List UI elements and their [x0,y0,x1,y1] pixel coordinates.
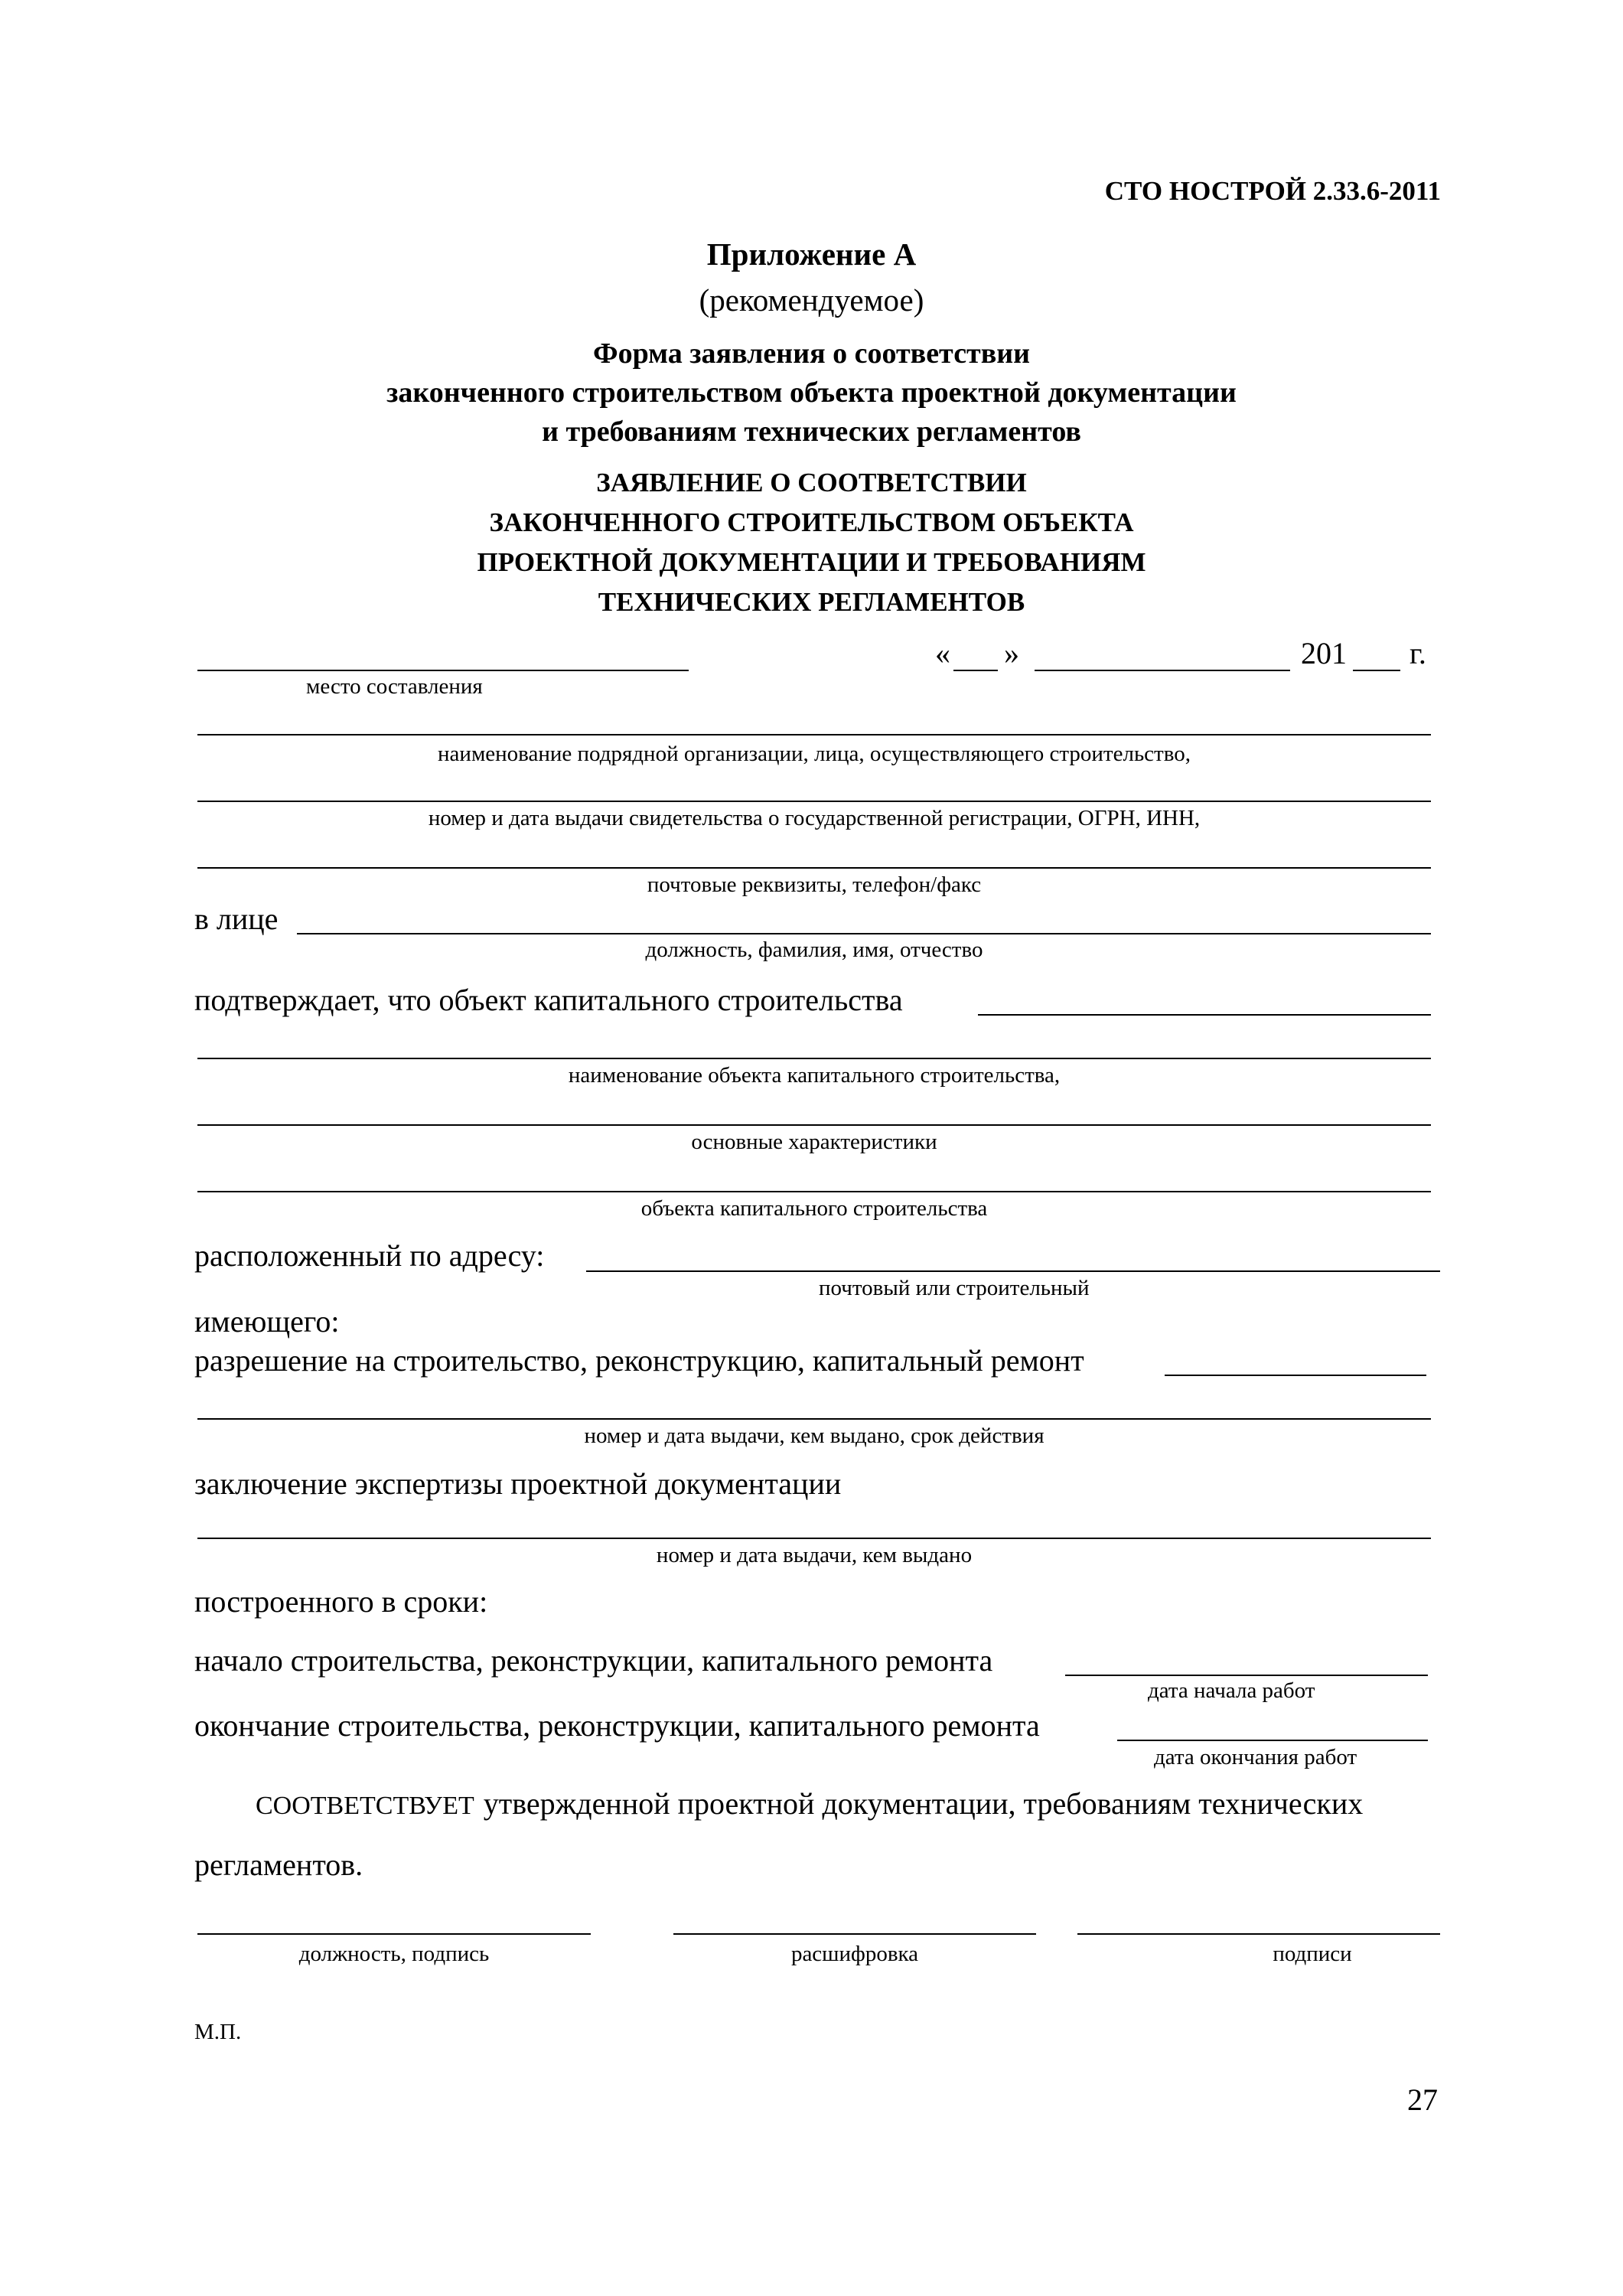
postal-caption: почтовые реквизиты, телефон/факс [647,872,982,897]
conclusion-text-2: регламентов. [194,1848,363,1882]
object-of-line[interactable] [197,1191,1431,1192]
permit-caption: номер и дата выдачи, кем выдано, срок действия [584,1424,1045,1448]
address-line[interactable] [586,1270,1440,1272]
expertise-caption: номер и дата выдачи, кем выдано [656,1543,973,1567]
appendix-title: Приложение А [706,236,917,272]
person-caption: должность, фамилия, имя, отчество [645,938,983,962]
place-caption: место составления [306,674,483,699]
located-label: расположенный по адресу: [194,1238,545,1273]
postal-line[interactable] [197,867,1431,869]
end-date-caption: дата окончания работ [1154,1745,1357,1769]
conclusion-text-1: утвержденной проектной документации, требованиям технических [483,1786,1364,1821]
conclusion-keyword: СООТВЕТСТВУЕТ [256,1792,474,1820]
registration-caption: номер и дата выдачи свидетельства о государственной регистрации, ОГРН, ИНН, [428,806,1201,830]
built-in-label: построенного в сроки: [194,1584,488,1619]
registration-line[interactable] [197,801,1431,802]
object-line-1[interactable] [978,1014,1431,1016]
start-date-caption: дата начала работ [1148,1678,1315,1703]
start-label: начало строительства, реконструкции, капитального ремонта [194,1643,993,1678]
person-line[interactable] [297,933,1431,934]
start-date-line[interactable] [1065,1675,1428,1676]
expertise-label: заключение экспертизы проектной документации [194,1466,842,1501]
statement-heading-1: ЗАЯВЛЕНИЕ О СООТВЕТСТВИИ [596,468,1027,497]
signatures-caption: подписи [1273,1942,1352,1966]
form-title-line-3: и требованиям технических регламентов [542,416,1081,448]
statement-heading-2: ЗАКОНЧЕННОГО СТРОИТЕЛЬСТВОМ ОБЪЕКТА [489,507,1134,537]
permit-line-2[interactable] [197,1418,1431,1420]
date-open-quote: « [935,636,950,670]
year-prefix: 201 [1301,636,1347,670]
form-title-line-1: Форма заявления о соответствии [592,338,1031,370]
conclusion-line-1 [256,1786,1364,1821]
statement-heading-3: ПРОЕКТНОЙ ДОКУМЕНТАЦИИ И ТРЕБОВАНИЯМ [477,547,1146,577]
form-title-line-2: законченного строительством объекта проектной документации [386,377,1237,409]
place-line[interactable] [197,670,689,671]
appendix-subtitle: (рекомендуемое) [699,282,924,318]
main-chars-caption: основные характеристики [691,1130,937,1154]
decoding-line[interactable] [673,1933,1036,1935]
stamp-label: М.П. [194,2020,242,2044]
standard-code: СТО НОСТРОЙ 2.33.6-2011 [1104,176,1441,206]
address-caption: почтовый или строительный [819,1276,1090,1300]
expertise-line[interactable] [197,1538,1431,1539]
object-line-2[interactable] [197,1058,1431,1059]
having-label: имеющего: [194,1304,340,1339]
year-suffix: г. [1410,636,1426,670]
day-line[interactable] [953,670,998,671]
position-sign-caption: должность, подпись [298,1942,490,1966]
confirms-label: подтверждает, что объект капитального строительства [194,983,903,1017]
end-date-line[interactable] [1117,1740,1428,1741]
in-person-label: в лице [194,902,279,936]
statement-heading-4: ТЕХНИЧЕСКИХ РЕГЛАМЕНТОВ [598,587,1025,617]
end-label: окончание строительства, реконструкции, капитального ремонта [194,1708,1040,1743]
signatures-line[interactable] [1077,1933,1440,1935]
permit-line-1[interactable] [1165,1375,1426,1376]
main-chars-line[interactable] [197,1124,1431,1126]
decoding-caption: расшифровка [790,1942,919,1966]
contractor-line[interactable] [197,734,1431,735]
object-of-caption: объекта капитального строительства [640,1196,988,1221]
year-line[interactable] [1353,670,1400,671]
position-sign-line[interactable] [197,1933,591,1935]
month-line[interactable] [1035,670,1290,671]
permit-label: разрешение на строительство, реконструкцию, капитальный ремонт [194,1343,1084,1378]
contractor-caption: наименование подрядной организации, лица, осуществляющего строительство, [438,742,1191,766]
object-name-caption: наименование объекта капитального строительства, [568,1063,1061,1088]
date-close-quote: » [1004,636,1019,670]
page-number: 27 [1407,2082,1438,2117]
